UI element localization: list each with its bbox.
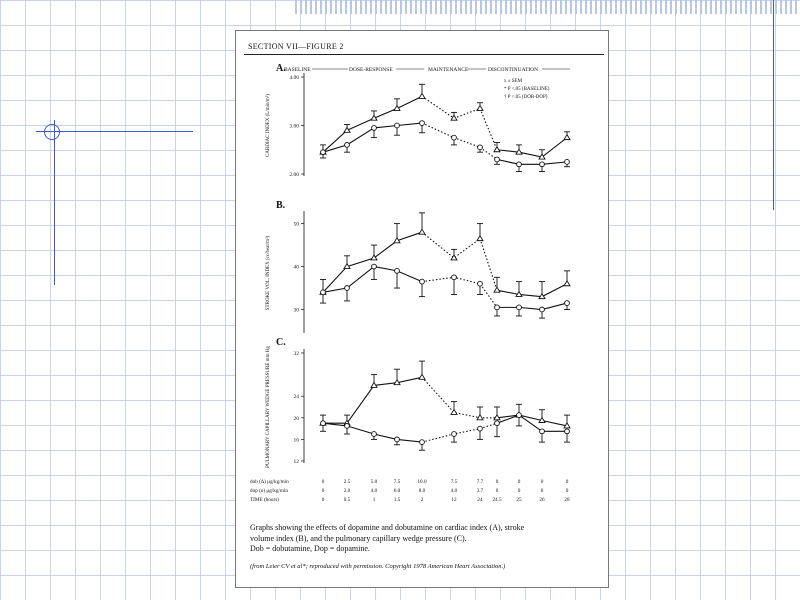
- data-point: [477, 106, 483, 111]
- series-line: [422, 232, 497, 290]
- series-line: [497, 159, 567, 164]
- series-line: [422, 277, 497, 307]
- data-point: [565, 301, 570, 306]
- y-axis-label: STROKE VOL. INDEX (cc/beat/m²): [266, 235, 271, 311]
- figure-caption: [250, 523, 600, 555]
- data-point: [478, 281, 483, 286]
- table-cell: 2: [420, 497, 424, 503]
- table-cell: 4.0: [450, 488, 458, 494]
- series-line: [422, 96, 497, 149]
- table-cell: 2.5: [343, 479, 351, 485]
- data-point: [451, 255, 457, 260]
- panel-label: A.: [276, 63, 286, 74]
- table-cell: 2.0: [343, 488, 351, 494]
- data-point: [477, 236, 483, 241]
- series-line: [497, 284, 567, 297]
- y-tick-label: 50: [293, 221, 299, 228]
- data-point: [540, 429, 545, 434]
- data-point: [321, 290, 326, 295]
- table-cell: 24: [477, 497, 483, 503]
- table-row-label: dop (o) μg/kg/min: [250, 488, 288, 494]
- table-cell: 5.0: [370, 479, 378, 485]
- background-hatch: [295, 0, 800, 14]
- data-point: [452, 135, 457, 140]
- data-point: [478, 145, 483, 150]
- data-point: [419, 93, 425, 98]
- decorative-line: [54, 120, 55, 285]
- panel-label: B.: [276, 200, 286, 211]
- data-point: [321, 421, 326, 426]
- table-cell: 1: [372, 497, 376, 503]
- data-point: [495, 421, 500, 426]
- series-line: [422, 123, 497, 159]
- table-cell: 8.0: [418, 488, 426, 494]
- caption-line: Dob = dobutamine, Dop = dopamine.: [250, 544, 370, 553]
- data-point: [451, 115, 457, 120]
- series-line: [497, 303, 567, 309]
- data-point: [372, 126, 377, 131]
- data-point: [420, 279, 425, 284]
- y-tick-label: 12: [293, 459, 299, 465]
- table-cell: 0: [565, 479, 569, 485]
- y-tick-label: 24: [293, 394, 299, 401]
- table-cell: 6.0: [393, 488, 401, 494]
- panel-label: C.: [276, 337, 286, 348]
- timeline-label: DOSE-RESPONSE: [349, 67, 393, 73]
- table-cell: 4.0: [370, 488, 378, 494]
- table-row-label: TIME (hours): [250, 497, 279, 503]
- data-point: [517, 305, 522, 310]
- data-point: [395, 268, 400, 273]
- table-cell: 10.0: [417, 479, 427, 485]
- y-tick-label: 30: [293, 307, 299, 314]
- table-cell: 0: [495, 488, 499, 494]
- data-point: [451, 409, 457, 414]
- data-point: [564, 281, 570, 286]
- data-point: [540, 162, 545, 167]
- table-cell: 24.5: [492, 497, 502, 503]
- data-point: [517, 162, 522, 167]
- figure-credit: (from Leier CV et al*; reproduced with permission. Copyright 1978 American Heart Association.): [250, 563, 506, 570]
- data-point: [345, 424, 350, 429]
- table-cell: 0: [517, 488, 521, 494]
- data-point: [495, 305, 500, 310]
- data-point: [345, 143, 350, 148]
- y-axis-label: CARDIAC INDEX (L/min/m²): [266, 94, 271, 157]
- table-cell: 0: [565, 488, 569, 494]
- section-title: SECTION VII—FIGURE 2: [248, 42, 344, 51]
- data-point: [477, 415, 483, 420]
- series-line: [323, 232, 422, 292]
- data-point: [564, 135, 570, 140]
- table-cell: 0: [321, 488, 325, 494]
- table-cell: 7.7: [476, 479, 484, 485]
- data-point: [419, 374, 425, 379]
- table-cell: 0: [321, 497, 325, 503]
- y-tick-label: 40: [293, 264, 299, 271]
- data-point: [540, 307, 545, 312]
- legend-entry: † P <.05 (DOB-DOP): [504, 95, 548, 100]
- table-cell: 0: [495, 479, 499, 485]
- data-point: [478, 426, 483, 431]
- data-point: [452, 275, 457, 280]
- legend-entry: x ± SEM: [504, 79, 523, 84]
- series-line: [422, 423, 497, 442]
- data-point: [565, 429, 570, 434]
- table-cell: 3.7: [476, 488, 484, 494]
- table-cell: 25: [516, 497, 522, 503]
- y-tick-label: 20: [293, 415, 299, 422]
- table-cell: 0: [540, 479, 544, 485]
- table-cell: 0: [540, 488, 544, 494]
- data-point: [321, 150, 326, 155]
- data-point: [517, 413, 522, 418]
- y-axis-label: PULMONARY CAPILLARY WEDGE PRESSURE mm Hg: [266, 346, 271, 468]
- y-tick-label: 4.00: [289, 75, 299, 81]
- data-point: [494, 147, 500, 152]
- timeline-label: DISCONTINUATION: [488, 67, 539, 73]
- data-point: [420, 121, 425, 126]
- data-point: [565, 159, 570, 164]
- table-cell: 0: [321, 479, 325, 485]
- data-point: [419, 229, 425, 234]
- data-point: [494, 287, 500, 292]
- table-cell: 0.5: [343, 497, 351, 503]
- table-cell: 7.5: [450, 479, 458, 485]
- table-cell: 0: [517, 479, 521, 485]
- series-line: [422, 377, 497, 418]
- table-cell: 26: [539, 497, 545, 503]
- caption-line: volume index (B), and the pulmonary capillary wedge pressure (C).: [250, 533, 467, 543]
- data-point: [395, 123, 400, 128]
- data-point: [372, 432, 377, 437]
- series-line: [497, 138, 567, 157]
- y-tick-label: 2.00: [289, 172, 299, 178]
- y-tick-label: 3.00: [289, 123, 299, 130]
- timeline-label: MAINTENANCE: [428, 67, 469, 73]
- caption-line: Graphs showing the effects of dopamine and dobutamine on cardiac index (A), stroke: [250, 523, 525, 532]
- figure-page: [235, 30, 609, 588]
- table-cell: 7.5: [393, 479, 401, 485]
- data-point: [420, 440, 425, 445]
- legend-entry: * P <.05 (BASELINE): [504, 87, 550, 92]
- data-point: [395, 437, 400, 442]
- table-cell: 12: [451, 497, 457, 503]
- y-tick-label: 32: [293, 351, 299, 357]
- data-point: [345, 286, 350, 291]
- data-point: [452, 432, 457, 437]
- y-tick-label: 16: [293, 437, 299, 444]
- data-point: [495, 157, 500, 162]
- timeline-label: BASELINE: [284, 67, 311, 73]
- table-cell: 28: [564, 497, 570, 503]
- table-cell: 1.5: [393, 497, 401, 503]
- table-row-label: dob (Δ) μg/kg/min: [250, 479, 289, 485]
- decorative-line: [773, 0, 774, 210]
- data-point: [372, 264, 377, 269]
- figure-chart: [236, 31, 608, 521]
- decorative-circle: [44, 124, 60, 140]
